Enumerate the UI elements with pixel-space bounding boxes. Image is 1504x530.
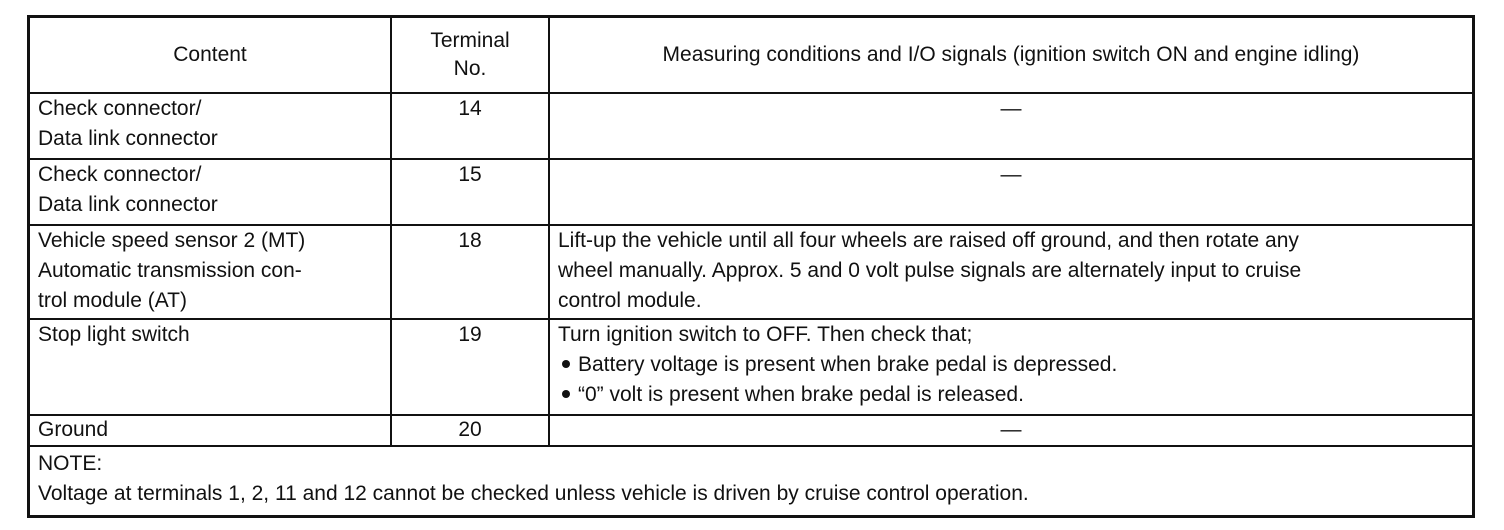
row-content — [30, 319, 391, 415]
row-terminal: 15 — [391, 159, 549, 225]
row-content — [30, 93, 391, 159]
table-row — [30, 93, 1472, 159]
row-content-line: Stop light switch — [38, 323, 190, 346]
row-conditions-line: control module. — [558, 289, 702, 312]
header-terminal-line2: No. — [453, 57, 487, 80]
bullet-item — [558, 380, 1464, 410]
note-title: NOTE: — [38, 452, 103, 475]
terminal-table — [30, 18, 1472, 509]
table-row — [30, 225, 1472, 319]
note-cell — [30, 446, 1472, 509]
row-content-line: Ground — [38, 418, 109, 441]
terminal-table-frame — [27, 15, 1475, 518]
row-content-line: Data link connector — [38, 127, 218, 150]
bullet-icon — [562, 390, 570, 398]
row-content — [30, 415, 391, 446]
table-header-row — [30, 18, 1472, 93]
row-conditions: — — [549, 93, 1472, 159]
row-conditions: — — [549, 159, 1472, 225]
row-conditions — [549, 225, 1472, 319]
note-row — [30, 446, 1472, 509]
table-row — [30, 415, 1472, 446]
row-content-line: Vehicle speed sensor 2 (MT) — [38, 229, 306, 252]
bullet-icon — [562, 360, 570, 368]
row-content-line: Data link connector — [38, 193, 218, 216]
row-content — [30, 159, 391, 225]
row-conditions-line: Lift-up the vehicle until all four wheels are raised off ground, and then rotate any — [558, 229, 1299, 252]
row-terminal: 18 — [391, 225, 549, 319]
row-content-line: Automatic transmission con- — [38, 259, 302, 282]
header-conditions: Measuring conditions and I/O signals (ignition switch ON and engine idling) — [549, 18, 1472, 93]
row-terminal: 20 — [391, 415, 549, 446]
row-conditions-line: wheel manually. Approx. 5 and 0 volt pulse signals are alternately input to cruise — [558, 259, 1302, 282]
row-terminal: 19 — [391, 319, 549, 415]
row-terminal: 14 — [391, 93, 549, 159]
note-text: Voltage at terminals 1, 2, 11 and 12 cannot be checked unless vehicle is driven by cruise control operation. — [38, 482, 1029, 505]
table-row — [30, 319, 1472, 415]
row-conditions-intro: Turn ignition switch to OFF. Then check that; — [558, 323, 973, 346]
row-conditions: — — [549, 415, 1472, 446]
header-content: Content — [30, 18, 391, 93]
header-terminal-line1: Terminal — [430, 29, 510, 52]
row-content-line: Check connector/ — [38, 97, 202, 120]
row-conditions — [549, 319, 1472, 415]
row-content-line: trol module (AT) — [38, 289, 187, 312]
bullet-text: Battery voltage is present when brake pedal is depressed. — [578, 353, 1118, 376]
bullet-text: “0” volt is present when brake pedal is released. — [578, 383, 1024, 406]
row-content — [30, 225, 391, 319]
header-terminal — [391, 18, 549, 93]
table-row — [30, 159, 1472, 225]
bullet-item — [558, 350, 1464, 380]
row-content-line: Check connector/ — [38, 163, 202, 186]
